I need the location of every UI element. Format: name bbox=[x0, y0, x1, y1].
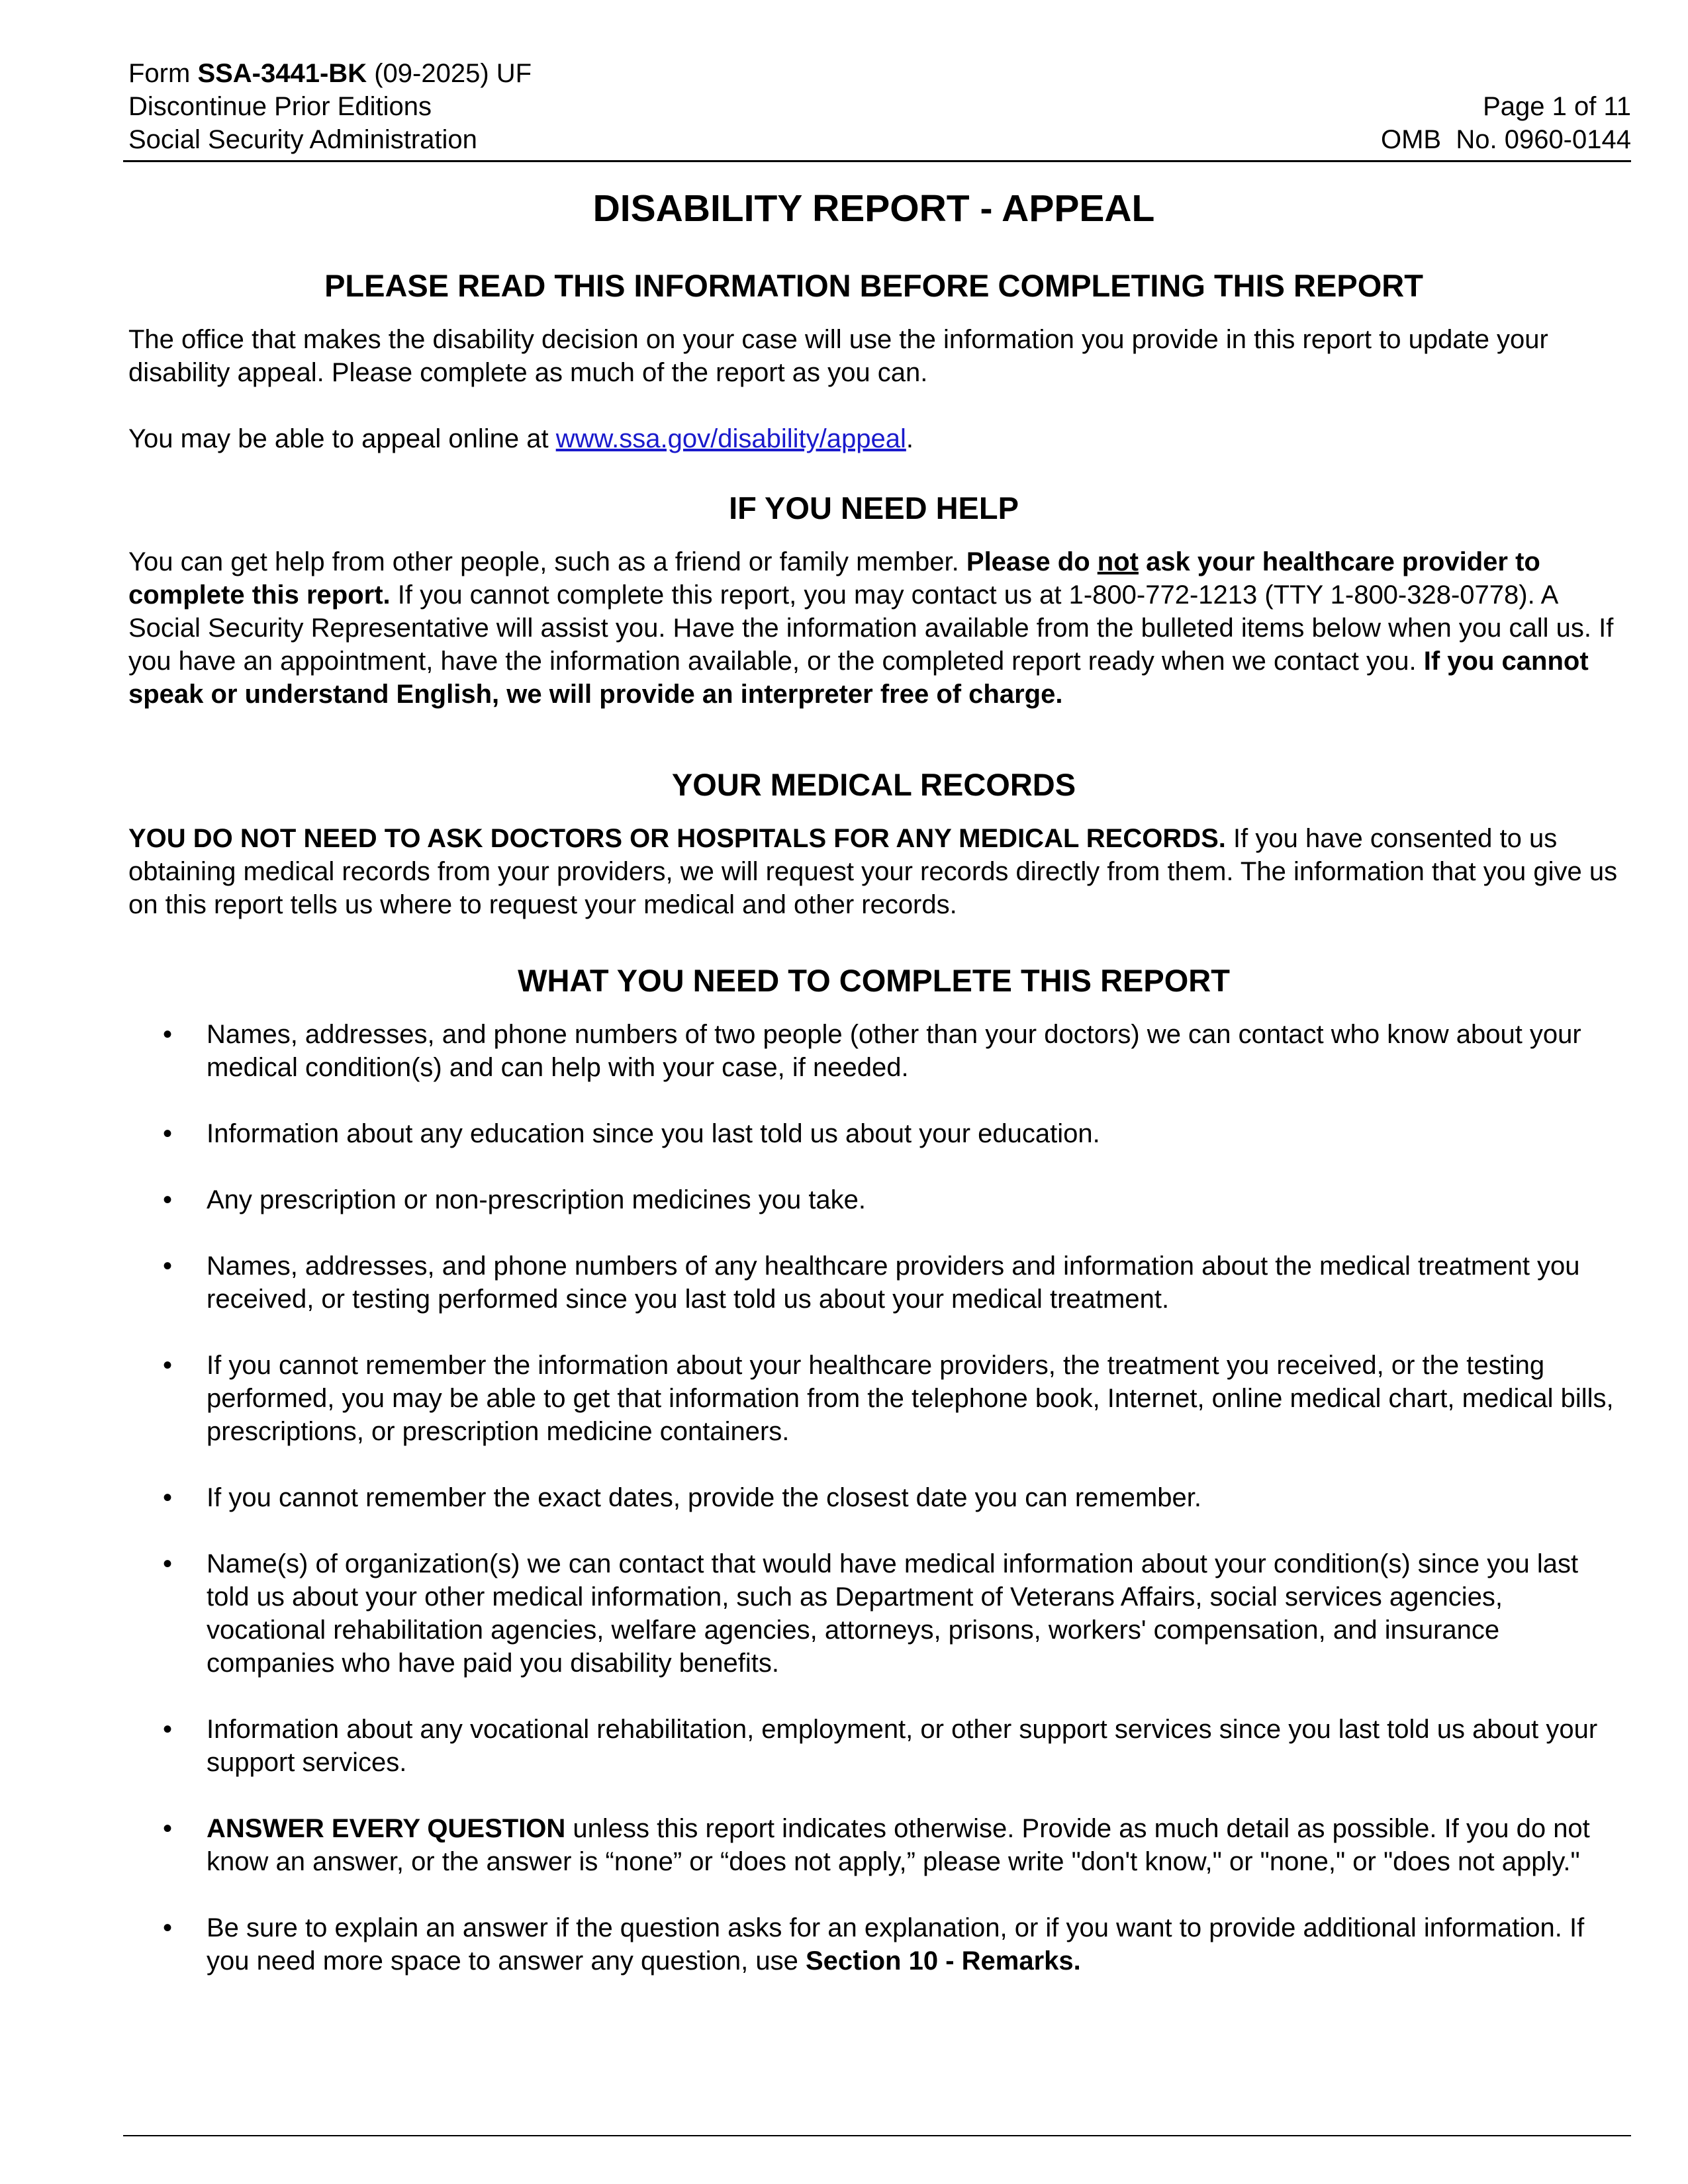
interpreter-notice: If you cannot speak or understand English, we will provide an interpreter free of charge. bbox=[128, 647, 1589, 709]
bullet-icon: • bbox=[163, 1483, 173, 1512]
form-header-right bbox=[1381, 90, 1631, 156]
bullet-icon: • bbox=[163, 1814, 173, 1843]
form-content bbox=[128, 179, 1619, 2011]
answer-every-question: ANSWER EVERY QUESTION bbox=[207, 1814, 566, 1843]
appeal-online-paragraph: You may be able to appeal online at www.ssa.gov/disability/appeal. bbox=[128, 424, 914, 453]
medical-records-paragraph: YOU DO NOT NEED TO ASK DOCTORS OR HOSPITALS FOR ANY MEDICAL RECORDS. If you have consented to us obtaining medical records from your providers, we will request your records directly from them. The information that you give us on this report tells us where to request your medical and other records. bbox=[128, 824, 1618, 919]
list-item: • Names, addresses, and phone numbers of any healthcare providers and information about the medical treatment you received, or testing performed since you last told us about your medical treatment. bbox=[128, 1250, 1619, 1316]
form-number-line: Form SSA-3441-BK (09-2025) UF bbox=[128, 59, 532, 88]
list-item: • Any prescription or non-prescription medicines you take. bbox=[128, 1183, 1619, 1216]
read-info-heading: PLEASE READ THIS INFORMATION BEFORE COMPLETING THIS REPORT bbox=[324, 268, 1423, 303]
omb-number: OMB No. 0960-0144 bbox=[1381, 125, 1631, 154]
list-item: • Be sure to explain an answer if the question asks for an explanation, or if you want to provide additional information. If you need more space to answer any question, use Section 10 - Remarks. bbox=[128, 1911, 1619, 1978]
bullet-icon: • bbox=[163, 1185, 173, 1214]
not-emphasis: not bbox=[1097, 547, 1139, 576]
list-item: • Names, addresses, and phone numbers of two people (other than your doctors) we can contact who know about your medical condition(s) and can help with your case, if needed. bbox=[128, 1018, 1619, 1084]
form-header-left bbox=[128, 57, 532, 156]
page-number: Page 1 of 11 bbox=[1483, 92, 1631, 121]
appeal-online-link[interactable]: www.ssa.gov/disability/appeal bbox=[555, 424, 906, 453]
header-divider bbox=[123, 160, 1631, 162]
bullet-icon: • bbox=[163, 1549, 173, 1578]
discontinue-editions: Discontinue Prior Editions bbox=[128, 92, 432, 121]
requirements-list bbox=[128, 1018, 1619, 1978]
what-you-need-heading: WHAT YOU NEED TO COMPLETE THIS REPORT bbox=[518, 963, 1230, 998]
list-item: • If you cannot remember the information about your healthcare providers, the treatment you received, or the testing performed, you may be able to get that information from the telephone book, Internet, online medical chart, medical bills, prescriptions, or prescription medicine containers. bbox=[128, 1349, 1619, 1448]
bullet-icon: • bbox=[163, 1251, 173, 1281]
agency-name: Social Security Administration bbox=[128, 125, 477, 154]
read-info-paragraph: The office that makes the disability decision on your case will use the information you provide in this report to update your disability appeal. Please complete as much of the report as you can. bbox=[128, 325, 1548, 387]
list-item: • Name(s) of organization(s) we can contact that would have medical information about your condition(s) since you last told us about your other medical information, such as Department of Veterans Affairs, social services agencies, vocational rehabilitation agencies, welfare agencies, attorneys, prisons, workers' compensation, and insurance companies who have paid you disability benefits. bbox=[128, 1547, 1619, 1680]
bullet-icon: • bbox=[163, 1351, 173, 1380]
bullet-icon: • bbox=[163, 1715, 173, 1744]
bullet-icon: • bbox=[163, 1913, 173, 1942]
list-item: • Information about any education since you last told us about your education. bbox=[128, 1117, 1619, 1150]
bullet-icon: • bbox=[163, 1119, 173, 1148]
bullet-icon: • bbox=[163, 1020, 173, 1049]
form-number: SSA-3441-BK bbox=[197, 59, 367, 88]
page-title: DISABILITY REPORT - APPEAL bbox=[592, 187, 1155, 230]
help-paragraph: You can get help from other people, such as a friend or family member. Please do not ask your healthcare provider to complete this report. If you cannot complete this report, you may contact us at 1-800-772-1213 (TTY 1-800-328-0778). A Social Security Representative will assist you. Have the information available from the bulleted items below when you call us. If you have an appointment, have the information available, or the completed report ready when we contact you. If you cannot speak or understand English, we will provide an interpreter free of charge. bbox=[128, 547, 1614, 709]
list-item: • ANSWER EVERY QUESTION unless this report indicates otherwise. Provide as much detail as possible. If you do not know an answer, or the answer is “none” or “does not apply,” please write "don't know," or "none," or "does not apply." bbox=[128, 1812, 1619, 1878]
remarks-section-ref: Section 10 - Remarks. bbox=[806, 1946, 1081, 1976]
medical-records-heading: YOUR MEDICAL RECORDS bbox=[671, 767, 1076, 802]
footer-divider bbox=[123, 2135, 1631, 2136]
help-heading: IF YOU NEED HELP bbox=[729, 490, 1019, 525]
list-item: • If you cannot remember the exact dates, provide the closest date you can remember. bbox=[128, 1481, 1619, 1514]
list-item: • Information about any vocational rehabilitation, employment, or other support services since you last told us about your support services. bbox=[128, 1713, 1619, 1779]
